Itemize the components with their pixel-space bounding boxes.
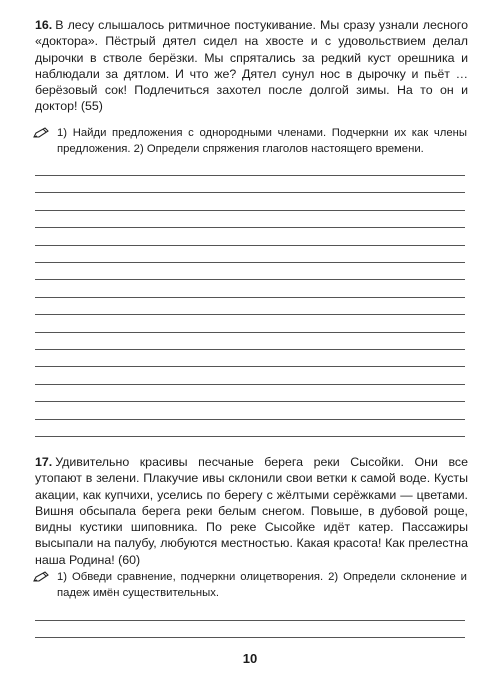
answer-line[interactable] [35, 314, 465, 315]
answer-line[interactable] [35, 366, 465, 367]
answer-line[interactable] [35, 401, 465, 402]
answer-line[interactable] [35, 175, 465, 176]
exercise-16-text [35, 17, 468, 115]
answer-line[interactable] [35, 436, 465, 437]
answer-line[interactable] [35, 349, 465, 350]
answer-line[interactable] [35, 227, 465, 228]
answer-line[interactable] [35, 297, 465, 298]
exercise-17-text [35, 454, 468, 568]
answer-line[interactable] [35, 279, 465, 280]
pencil-icon [33, 127, 50, 139]
answer-line[interactable] [35, 637, 465, 638]
exercise-16-task: 1) Найди предложения с однородными членами. Подчеркни их как члены предложения. 2) Определи спряжения глаголов настоящего времени. [57, 127, 467, 155]
exercise-16-body: В лесу слышалось ритмичное постукивание. Мы сразу узнали лесного «доктора». Пёстрый дятел сидел на хвосте и с удовольствием делал дырочки в стволе берёзки. Мы спрятались за редкий куст орешника и наблюдали за дятлом. И что же? Дятел сунул нос в дырочку и пьёт … берёзовый сок! Подлечиться захотел после долгой зимы. На то он и доктор! (55) [35, 18, 468, 114]
answer-line[interactable] [35, 210, 465, 211]
page-number: 10 [242, 651, 258, 666]
exercise-17-body: Удивительно красивы песчаные берега реки Сысойки. Они все утопают в зелени. Плакучие ивы склонили свои ветки к самой воде. Кусты акации, как купчихи, уселись по берегу с жёлтыми серёжками — цветами. Вишня обсыпала берега реки белым снегом. Повыше, в дубовой роще, видны кустики шиповника. По реке Сысойке идёт катер. Пассажиры высыпали на палубу, любуются местностью. Какая красота! Как прелестна наша Родина! (60) [35, 455, 468, 567]
answer-line[interactable] [35, 192, 465, 193]
pencil-icon [33, 571, 50, 583]
exercise-16-number: 16. [35, 18, 53, 32]
exercise-17-task: 1) Обведи сравнение, подчеркни олицетворения. 2) Определи склонение и падеж имён существительных. [57, 571, 467, 599]
exercise-17-number: 17. [35, 455, 53, 469]
answer-line[interactable] [35, 384, 465, 385]
answer-line[interactable] [35, 620, 465, 621]
answer-line[interactable] [35, 245, 465, 246]
answer-line[interactable] [35, 332, 465, 333]
answer-line[interactable] [35, 419, 465, 420]
answer-line[interactable] [35, 262, 465, 263]
